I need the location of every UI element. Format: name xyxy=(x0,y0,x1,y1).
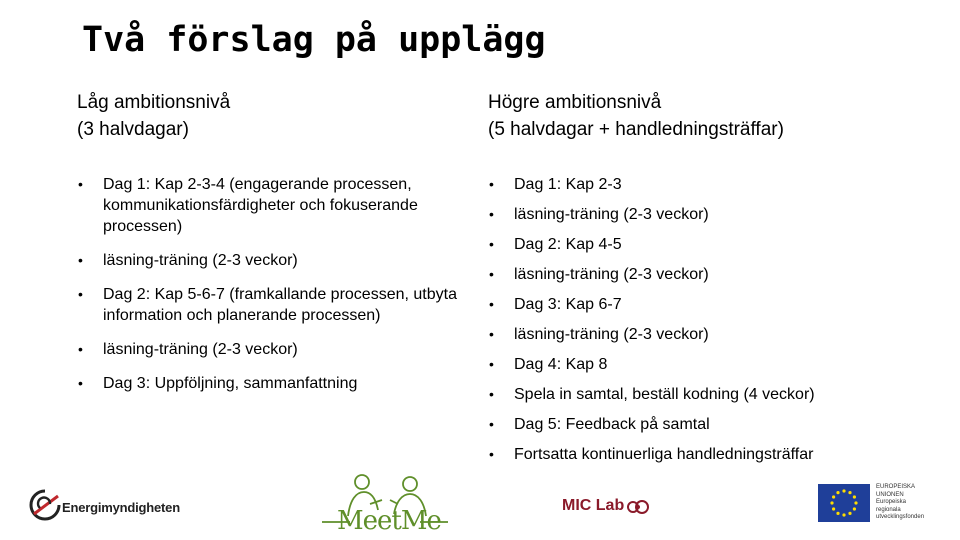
left-heading-line1: Låg ambitionsnivå xyxy=(77,92,231,113)
list-item-text: Dag 4: Kap 8 xyxy=(514,356,608,373)
energimyndigheten-wordmark: Energimyndigheten xyxy=(62,500,180,515)
list-item xyxy=(76,373,466,394)
list-item xyxy=(487,294,887,324)
bullet-icon: • xyxy=(78,286,83,302)
bullet-icon: • xyxy=(489,386,494,402)
list-item-text: Dag 2: Kap 5-6-7 (framkallande processen, utbyta information och planerande processen) xyxy=(103,286,457,324)
list-item-text: Fortsatta kontinuerliga handledningsträffar xyxy=(514,446,814,463)
list-item-text: Dag 1: Kap 2-3-4 (engagerande processen, kommunikationsfärdigheter och fokuserande processen) xyxy=(103,176,418,235)
bullet-icon: • xyxy=(78,375,83,391)
list-item xyxy=(76,174,466,237)
eu-text-line: EUROPEISKA xyxy=(876,484,916,490)
left-heading-line2: (3 halvdagar) xyxy=(77,119,189,140)
list-item-text: Dag 3: Uppföljning, sammanfattning xyxy=(103,375,358,392)
list-item xyxy=(76,250,466,271)
list-item xyxy=(487,174,887,204)
bullet-icon: • xyxy=(489,446,494,462)
right-bullet-list xyxy=(487,174,887,474)
list-item-text: läsning-träning (2-3 veckor) xyxy=(514,206,709,223)
bullet-icon: • xyxy=(489,356,494,372)
mic-lab-circles-icon xyxy=(626,497,654,517)
bullet-icon: • xyxy=(489,326,494,342)
list-item xyxy=(487,414,887,444)
bullet-icon: • xyxy=(489,266,494,282)
bullet-icon: • xyxy=(489,206,494,222)
right-column-heading xyxy=(488,89,784,143)
list-item xyxy=(487,234,887,264)
bullet-icon: • xyxy=(489,236,494,252)
bullet-icon: • xyxy=(78,176,83,192)
list-item-text: Dag 1: Kap 2-3 xyxy=(514,176,622,193)
bullet-icon: • xyxy=(78,341,83,357)
bullet-icon: • xyxy=(489,296,494,312)
right-heading-line2: (5 halvdagar + handledningsträffar) xyxy=(488,119,784,140)
eu-text-line: utvecklingsfonden xyxy=(876,514,925,521)
list-item-text: läsning-träning (2-3 veckor) xyxy=(103,252,298,269)
eu-stars-icon xyxy=(818,484,870,522)
list-item-text: Dag 3: Kap 6-7 xyxy=(514,296,622,313)
eu-logo xyxy=(818,484,938,526)
list-item xyxy=(487,354,887,384)
list-item-text: läsning-träning (2-3 veckor) xyxy=(514,266,709,283)
eu-text-line: Europeiska xyxy=(876,499,907,506)
bullet-icon: • xyxy=(78,252,83,268)
list-item xyxy=(487,444,887,474)
list-item xyxy=(76,339,466,360)
eu-text-block xyxy=(876,484,940,522)
list-item-text: läsning-träning (2-3 veckor) xyxy=(103,341,298,358)
meetme-logo xyxy=(320,470,450,538)
list-item xyxy=(487,324,887,354)
list-item-text: Spela in samtal, beställ kodning (4 veckor) xyxy=(514,386,815,403)
eu-text-line: UNIONEN xyxy=(876,491,904,498)
list-item xyxy=(487,204,887,234)
bullet-icon: • xyxy=(489,416,494,432)
eu-text-line: regionala xyxy=(876,506,901,513)
bullet-icon: • xyxy=(489,176,494,192)
mic-lab-wordmark: MIC Lab xyxy=(562,497,625,514)
energimyndigheten-logo xyxy=(28,486,188,526)
list-item xyxy=(487,264,887,294)
mic-lab-logo xyxy=(562,494,662,520)
list-item xyxy=(487,384,887,414)
list-item-text: Dag 2: Kap 4-5 xyxy=(514,236,622,253)
list-item-text: läsning-träning (2-3 veckor) xyxy=(514,326,709,343)
eu-flag-icon xyxy=(818,484,870,522)
meetme-wordmark: MeetMe xyxy=(337,506,441,536)
right-heading-line1: Högre ambitionsnivå xyxy=(488,92,662,113)
list-item xyxy=(76,284,466,326)
energimyndigheten-swirl-icon xyxy=(28,488,62,522)
list-item-text: Dag 5: Feedback på samtal xyxy=(514,416,710,433)
left-column-heading xyxy=(77,89,230,143)
left-bullet-list xyxy=(76,174,466,407)
slide-title: Två förslag på upplägg xyxy=(82,20,546,60)
